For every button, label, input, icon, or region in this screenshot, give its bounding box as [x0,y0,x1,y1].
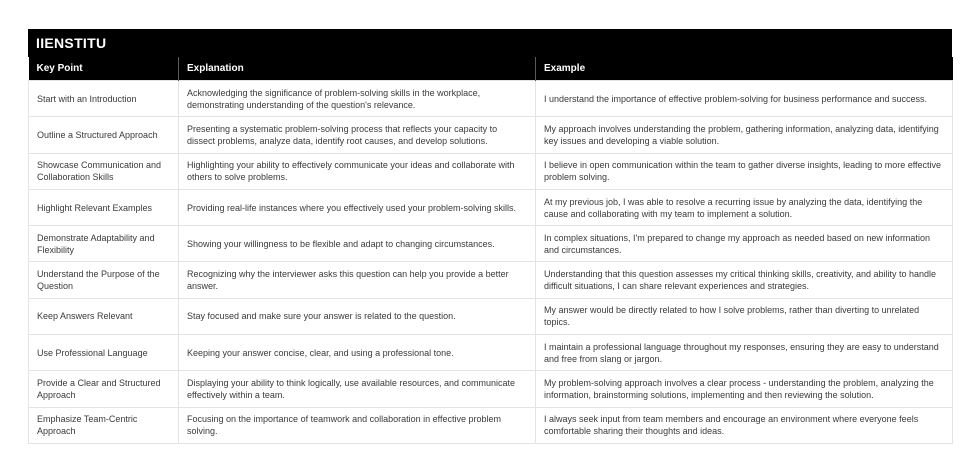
explanation-cell: Focusing on the importance of teamwork and collaboration in effective problem solving. [179,407,536,443]
explanation-cell: Highlighting your ability to effectively communicate your ideas and collaborate with others to solve problems. [179,153,536,189]
example-cell: I always seek input from team members and encourage an environment where everyone feels comfortable sharing their thoughts and ideas. [536,407,953,443]
example-cell: At my previous job, I was able to resolve a recurring issue by analyzing the data, identifying the cause and collaborating with my team to implement a solution. [536,189,953,225]
table-row [29,335,953,371]
table-row [29,153,953,189]
table-row [29,262,953,298]
table-row [29,81,953,117]
brand-header [28,29,952,57]
column-header-example: Example [536,57,953,81]
key-points-table [28,57,953,444]
column-header-explanation: Explanation [179,57,536,81]
key-point-cell: Showcase Communication and Collaboration Skills [29,153,179,189]
example-cell: Understanding that this question assesses my critical thinking skills, creativity, and ability to handle difficult situations, I can share relevant experiences and strategies. [536,262,953,298]
table-row [29,117,953,153]
table-row [29,226,953,262]
explanation-cell: Presenting a systematic problem-solving process that reflects your capacity to dissect problems, analyze data, identify root causes, and develop solutions. [179,117,536,153]
key-point-cell: Provide a Clear and Structured Approach [29,371,179,407]
table-row [29,407,953,443]
brand-title: IIENSTITU [36,35,107,51]
key-point-cell: Emphasize Team-Centric Approach [29,407,179,443]
explanation-cell: Recognizing why the interviewer asks this question can help you provide a better answer. [179,262,536,298]
explanation-cell: Showing your willingness to be flexible and adapt to changing circumstances. [179,226,536,262]
explanation-cell: Stay focused and make sure your answer is related to the question. [179,298,536,334]
example-cell: In complex situations, I'm prepared to change my approach as needed based on new information and circumstances. [536,226,953,262]
explanation-cell: Acknowledging the significance of problem-solving skills in the workplace, demonstrating understanding of the question's relevance. [179,81,536,117]
table-row [29,371,953,407]
key-point-cell: Demonstrate Adaptability and Flexibility [29,226,179,262]
key-point-cell: Use Professional Language [29,335,179,371]
table-row [29,298,953,334]
table-row [29,189,953,225]
column-header-key-point: Key Point [29,57,179,81]
key-point-cell: Highlight Relevant Examples [29,189,179,225]
key-point-cell: Understand the Purpose of the Question [29,262,179,298]
explanation-cell: Keeping your answer concise, clear, and using a professional tone. [179,335,536,371]
table-header [29,57,953,81]
example-cell: I understand the importance of effective problem-solving for business performance and success. [536,81,953,117]
example-cell: My answer would be directly related to how I solve problems, rather than diverting to unrelated topics. [536,298,953,334]
table-body [29,81,953,444]
example-cell: I maintain a professional language throughout my responses, ensuring they are easy to understand and free from slang or jargon. [536,335,953,371]
key-point-cell: Outline a Structured Approach [29,117,179,153]
example-cell: I believe in open communication within the team to gather diverse insights, leading to more effective problem solving. [536,153,953,189]
explanation-cell: Providing real-life instances where you effectively used your problem-solving skills. [179,189,536,225]
example-cell: My approach involves understanding the problem, gathering information, analyzing data, identifying key issues and developing a viable solution. [536,117,953,153]
key-point-cell: Keep Answers Relevant [29,298,179,334]
key-point-cell: Start with an Introduction [29,81,179,117]
explanation-cell: Displaying your ability to think logically, use available resources, and communicate effectively within a team. [179,371,536,407]
header-row [29,57,953,81]
content-table-card [28,29,952,444]
example-cell: My problem-solving approach involves a clear process - understanding the problem, analyzing the information, brainstorming solutions, implementing and then reviewing the solution. [536,371,953,407]
